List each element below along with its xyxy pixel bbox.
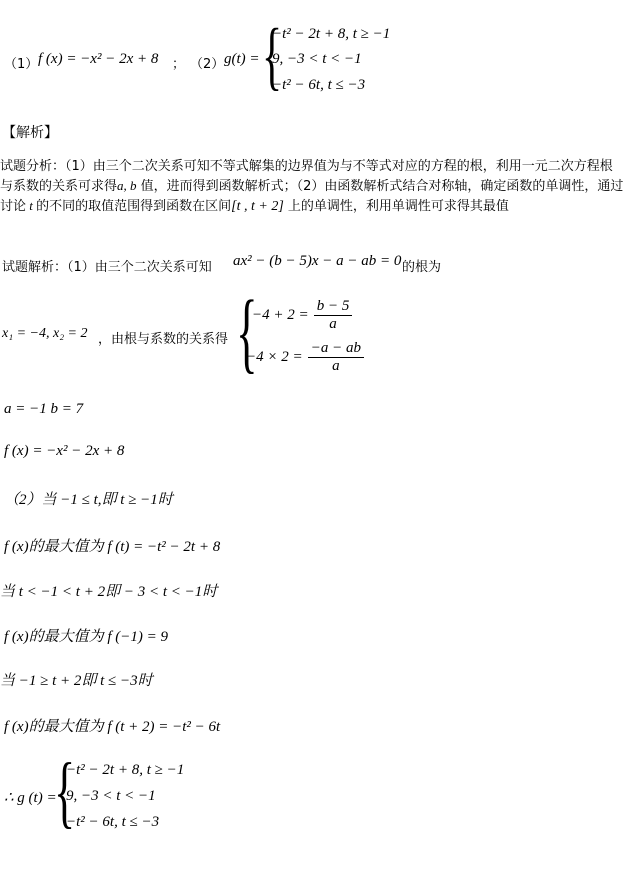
case-row: 9, −3 < t < −1 [272, 51, 362, 67]
analysis-text: 的不同的取值范围得到函数在区间 [36, 199, 232, 214]
denominator: a [329, 316, 337, 332]
brace: { [262, 14, 283, 98]
analysis-interval: [t , t + 2] [231, 199, 284, 214]
final-case-row: 9, −3 < t < −1 [66, 788, 156, 804]
fx-result: f (x) = −x² − 2x + 8 [4, 443, 125, 459]
roots-text: ，由根与系数的关系得 [98, 332, 229, 347]
case1-max: f (x)的最大值为 f (t) = −t² − 2t + 8 [4, 539, 221, 555]
analysis-vars: a, b [117, 178, 137, 193]
part2-label: （2） [190, 57, 225, 72]
roots: x₁ = −4, x₂ = 2 [2, 326, 88, 341]
part1-label: （1） [4, 57, 39, 72]
system-eq-1-lhs: −4 + 2 = [252, 307, 309, 323]
brace: { [236, 283, 258, 382]
case1-condition: （2）当 −1 ≤ t,即 t ≥ −1时 [4, 492, 173, 508]
case3-max: f (x)的最大值为 f (t + 2) = −t² − 6t [4, 719, 221, 735]
denominator: a [332, 358, 340, 374]
numerator: b − 5 [314, 298, 353, 316]
case-row: −t² − 6t, t ≤ −3 [272, 77, 366, 93]
analysis-text: 值，进而得到函数解析式；（2）由函数解析式结合对称轴，确定函数的单调性，通过讨论 [0, 179, 624, 214]
solution-intro-text: 试题解析：（1）由三个二次关系可知 [2, 260, 212, 275]
part1-formula: f (x) = −x² − 2x + 8 [38, 51, 159, 67]
analysis-text: 试题分析：（1）由三个二次关系可知不等式解集的边界值为与不等式对应的方程的根，利用一元二次方程根与系数的关系可求得 [0, 159, 613, 194]
fraction [314, 298, 353, 333]
final-case-row: −t² − 2t + 8, t ≥ −1 [66, 762, 185, 778]
quadratic-equation: ax² − (b − 5)x − a − ab = 0 [233, 253, 402, 269]
analysis-text: 上的单调性，利用单调性可求得其最值 [283, 199, 509, 214]
numerator: −a − ab [308, 340, 364, 358]
case3-condition: 当 −1 ≥ t + 2即 t ≤ −3时 [0, 673, 153, 689]
case2-max: f (x)的最大值为 f (−1) = 9 [4, 629, 168, 645]
ab-values: a = −1 b = 7 [4, 401, 84, 417]
analysis-var-t: t [26, 198, 37, 213]
separator: ； [172, 57, 186, 72]
fraction [308, 340, 364, 375]
solution-intro-end: 的根为 [402, 260, 442, 275]
system-eq-2-lhs: −4 × 2 = [246, 349, 303, 365]
case2-condition: 当 t < −1 < t + 2即 − 3 < t < −1时 [0, 584, 218, 600]
section-heading: 【解析】 [2, 125, 58, 141]
analysis-paragraph [0, 157, 625, 216]
final-lhs: ∴ g (t) = [4, 790, 57, 806]
system-eq-2 [246, 340, 364, 375]
final-case-row: −t² − 6t, t ≤ −3 [66, 814, 160, 830]
system-eq-1 [252, 298, 352, 333]
brace: { [54, 748, 76, 836]
case-row: −t² − 2t + 8, t ≥ −1 [272, 26, 391, 42]
part2-lhs: g(t) = [224, 51, 260, 67]
